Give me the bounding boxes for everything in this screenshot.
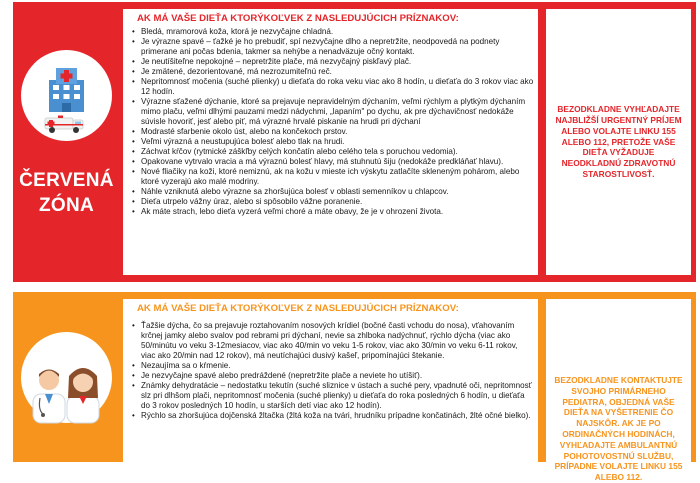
- list-item: • Rýchlo sa zhoršujúca dojčenská žltačka (žltá koža na tvári, hrudníku prípadne končatinách, žlté očné bielko).: [130, 411, 534, 421]
- list-item: • Modrasté sfarbenie okolo úst, alebo na končekoch prstov.: [130, 127, 534, 137]
- doctors-icon: [21, 332, 112, 423]
- red-zone-symptoms: [123, 9, 538, 275]
- red-zone-title: [13, 168, 120, 218]
- hospital-ambulance-icon: [21, 50, 112, 141]
- list-item: • Dieťa utrpelo vážny úraz, alebo si spôsobilo vážne poranenie.: [130, 197, 534, 207]
- list-item: • Výrazne sťažené dýchanie, ktoré sa prejavuje nepravidelným dýchaním, veľmi rýchlym a plytkým dýchaním mimo plaču, veľmi dlhými pauzami medzi nádychmi, „lapaním" po dychu, ak pre dýchavičnosť nedokáže súvisle hovoriť, jesť alebo piť, má výrazné hrvalé piskanie na hrudi pri dýchaní: [130, 97, 534, 127]
- list-item: • Je zmätené, dezorientované, má nezrozumiteľnú reč.: [130, 67, 534, 77]
- list-item: • Nezaujíma sa o kŕmenie.: [130, 361, 534, 371]
- orange-zone-action-box: [546, 299, 691, 483]
- list-item: • Ak máte strach, lebo dieťa vyzerá veľmi choré a máte obavy, že je v ohrození života.: [130, 207, 534, 217]
- orange-zone-symptoms: [123, 299, 538, 469]
- red-zone-action-text: BEZODKLADNE VYHĽADAJTE NAJBLIŽŠÍ URGENTNÝ PRÍJEM ALEBO VOLAJTE LINKU 155 ALEBO 112, PRETOŽE VAŠE DIEŤA VYŽADUJE NEODKLADNÚ ZDRAVOTNÚ STAROSTLIVOSŤ.: [555, 104, 682, 179]
- orange-zone-heading: AK MÁ VAŠE DIEŤA KTORÝKOĽVEK Z NASLEDUJÚCICH PRÍZNAKOV:: [137, 303, 459, 314]
- red-zone: [13, 2, 696, 282]
- red-zone-label-panel: [13, 2, 120, 282]
- list-item: • Opakovane vytrvalo vracia a má výraznú bolesť hlavy, má stuhnutú šiju (nedokáže predkláňať hlavu).: [130, 157, 534, 167]
- list-item: • Nepritomnosť močenia (suché plienky) u dieťaťa do roka veku viac ako 8 hodín, u dieťaťa do 3 rokov viac ako 12 hodín.: [130, 77, 534, 97]
- list-item: • Nové fliačiky na koži, ktoré nemiznú, ak na kožu v mieste ich výskytu zatlačíte skleneným pohárom, alebo ktoré vyzerajú ako malé modriny.: [130, 167, 534, 187]
- red-zone-symptom-list: [130, 27, 534, 217]
- orange-zone-symptom-list: [130, 321, 534, 421]
- red-zone-title-line1: ČERVENÁ: [19, 170, 114, 191]
- orange-zone: [13, 292, 696, 483]
- list-item: • Bledá, mramorová koža, ktorá je nezvyčajne chladná.: [130, 27, 534, 37]
- list-item: • Veľmi výrazná a neustupujúca bolesť alebo tlak na hrudi.: [130, 137, 534, 147]
- list-item: • Záchvat kŕčov (rytmické záškľby celých končatín alebo celého tela s poruchou vedomia).: [130, 147, 534, 157]
- red-zone-heading: AK MÁ VAŠE DIEŤA KTORÝKOĽVEK Z NASLEDUJÚCICH PRÍZNAKOV:: [137, 13, 459, 24]
- list-item: • Ťažšie dýcha, čo sa prejavuje roztahovaním nosových krídiel (bočné časti vchodu do nosa), vťahovaním krčnej jamky alebo svalov pod rebrami pri dýchaní, nevie sa zhlboka nadýchnuť, rýchlo dýcha (viac ako 50/minútu vo veku 3-12mesiacov, viac ako 40/min vo veku 1-5 rokov, viac ako 30/min vo veku 6-11 rokov, viac ako 20/min nad 12 rokov), má neutíchajúci dusivý kašeľ, pripomínajúci štekanie.: [130, 321, 534, 361]
- list-item: • Je výrazne spavé – ťažké je ho prebudiť, spí nezvyčajne dlho a nepretržite, neodpovedá na podnety primerane ani počas bdenia, takmer sa nehýbe a nenadväzuje očný kontakt.: [130, 37, 534, 57]
- orange-zone-action-text: BEZODKLADNE KONTAKTUJTE SVOJHO PRIMÁRNEHO PEDIATRA, OBJEDNÁ VAŠE DIEŤA NA VYŠETRENIE ČO NAJSKÔR. AK JE PO ORDINAČNÝCH HODINÁCH, VYHĽADAJTE AMBULANTNÚ POHOTOVOSTNÚ SLUŽBU, PRÍPADNE VOLAJTE LINKU 155 ALEBO 112.: [554, 375, 683, 483]
- red-zone-action-box: [546, 9, 691, 275]
- list-item: • Náhle vzniknutá alebo výrazne sa zhoršujúca bolesť v oblasti semenníkov u chlapcov.: [130, 187, 534, 197]
- list-item: • Je neutíšiteľne nepokojné – nepretržite plače, má nezvyčajný piskľavý plač.: [130, 57, 534, 67]
- list-item: • Známky dehydratácie – nedostatku tekutín (suché sliznice v ústach a suché pery, vpadnuté oči, nepritomnosť slz pri dlhšom plači, nepritomnosť močenia (suché plienky) u dieťaťa do roka posledných 6 hodín, u dieťaťa do 3 rokov posledných 10 hodín, u starších detí viac ako 12 hodín).: [130, 381, 534, 411]
- orange-zone-label-panel: [13, 292, 120, 462]
- red-zone-title-line2: ZÓNA: [38, 195, 95, 216]
- list-item: • Je nezvyčajne spavé alebo predráždené (nepretržite plače a neviete ho utíšiť).: [130, 371, 534, 381]
